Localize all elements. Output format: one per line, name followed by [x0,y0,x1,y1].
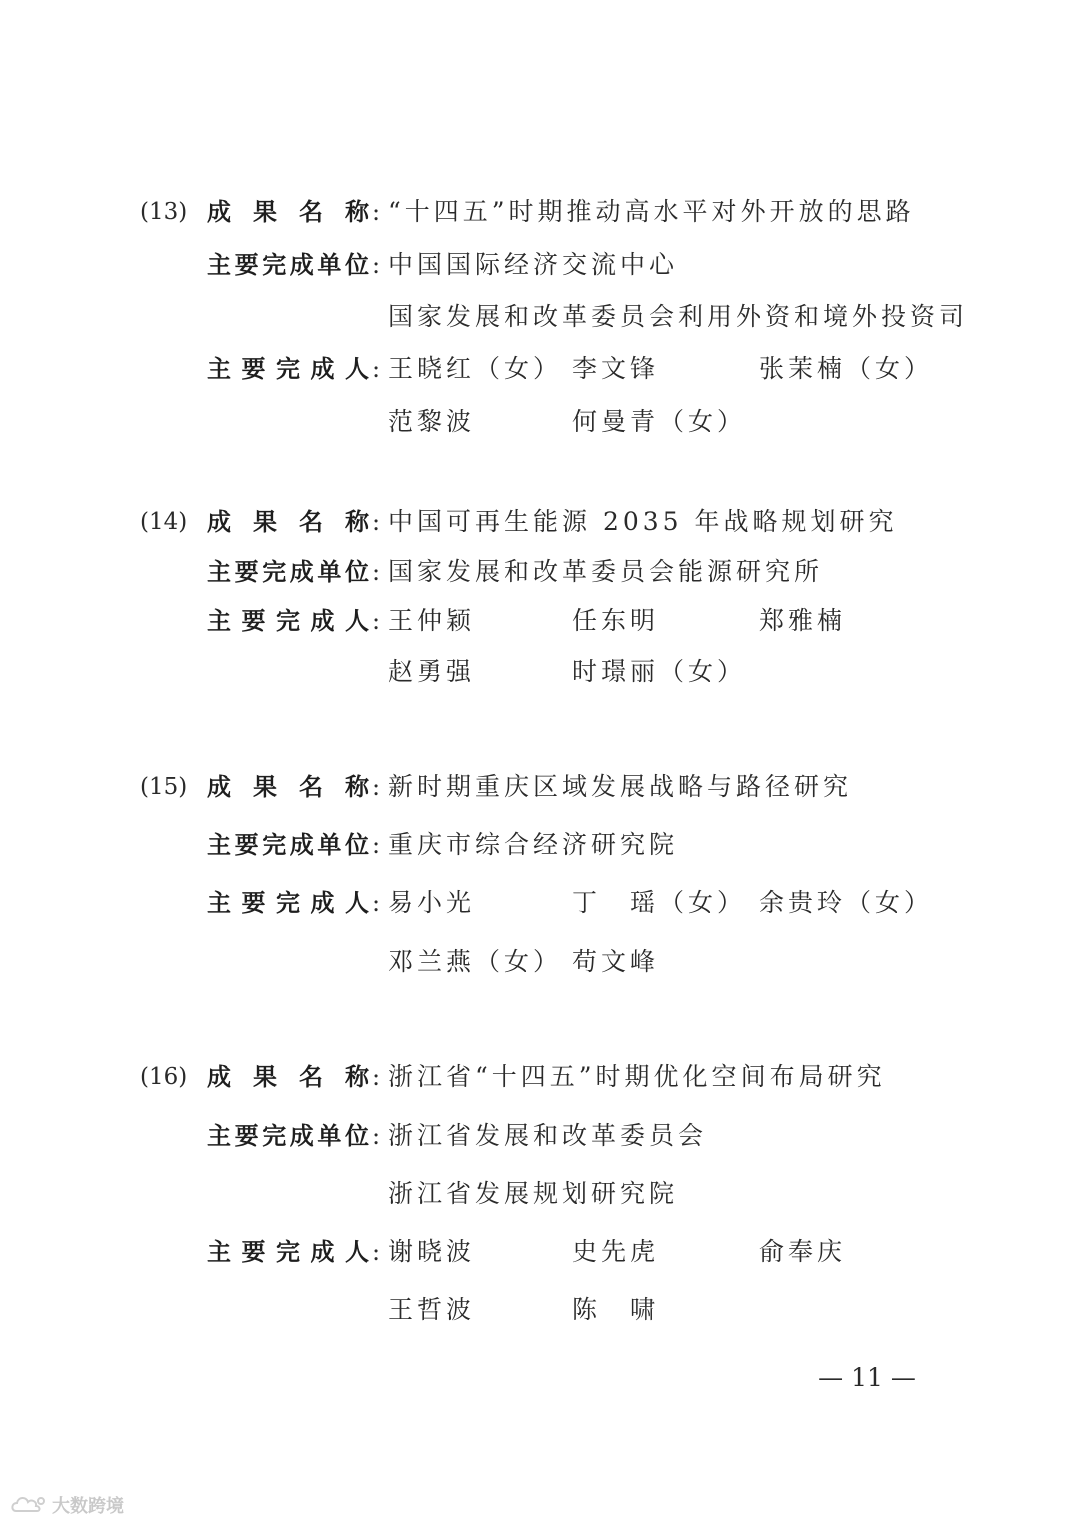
entry-number: (14) [140,509,188,535]
people-line: 主 要 完 成 人 : 易小光 丁 瑶（女） 余贵玲（女） [0,883,1080,923]
person-name: 时璟丽（女） [572,657,747,686]
unit-value: 中国国际经济交流中心 [388,250,679,279]
unit-line-2 [0,297,1080,337]
people-line-2 [0,652,1080,692]
cloud-logo-icon [10,1493,48,1517]
entry-number: (13) [140,199,188,225]
unit-value: 浙江省发展规划研究院 [388,1179,679,1208]
person-name: 丁 瑶（女） [572,888,747,917]
people-line: 主 要 完 成 人 : 王仲颖 任东明 郑雅楠 [0,601,1080,641]
unit-value: 重庆市综合经济研究院 [388,830,679,859]
unit-value: 浙江省发展和改革委员会 [388,1121,708,1150]
people-line-2 [0,1290,1080,1330]
unit-line: 主 要 完 成 单 位 : 重庆市综合经济研究院 [0,825,1080,865]
unit-value: 国家发展和改革委员会能源研究所 [388,557,824,586]
people-line-2 [0,942,1080,982]
title-line: (15) 成 果 名 称 : 新时期重庆区域发展战略与路径研究 [0,767,1080,807]
title-line: (14) 成 果 名 称 : 中国可再生能源 2035 年战略规划研究 [0,502,1080,542]
label-unit: 主 要 完 成 单 位 [207,558,369,586]
person-name: 王哲波 [388,1295,476,1324]
person-name: 王晓红（女） [388,354,563,383]
achievement-title: 中国可再生能源 2035 年战略规划研究 [388,507,898,536]
person-name: 邓兰燕（女） [388,947,563,976]
label-unit: 主 要 完 成 单 位 [207,251,369,279]
person-name: 史先虎 [572,1237,660,1266]
person-name: 何曼青（女） [572,407,747,436]
watermark [10,1490,150,1520]
label-unit: 主 要 完 成 单 位 [207,1122,369,1150]
person-name: 谢晓波 [388,1237,476,1266]
unit-line: 主 要 完 成 单 位 : 中国国际经济交流中心 [0,245,1080,285]
person-name: 范黎波 [388,407,476,436]
achievement-title: “十四五”时期推动高水平对外开放的思路 [388,197,915,226]
label-name: 成 果 名 称 [207,508,369,536]
label-name: 成 果 名 称 [207,198,369,226]
entry-number: (15) [140,774,188,800]
unit-line: 主 要 完 成 单 位 : 国家发展和改革委员会能源研究所 [0,552,1080,592]
person-name: 余贵玲（女） [759,888,934,917]
entry-number: (16) [140,1064,188,1090]
label-people: 主 要 完 成 人 [207,355,369,383]
achievement-title: 浙江省“十四五”时期优化空间布局研究 [388,1062,886,1091]
person-name: 赵勇强 [388,657,476,686]
person-name: 任东明 [572,606,660,635]
title-line: (13) 成 果 名 称 : “十四五”时期推动高水平对外开放的思路 [0,192,1080,232]
people-line: 主 要 完 成 人 : 谢晓波 史先虎 俞奉庆 [0,1232,1080,1272]
label-name: 成 果 名 称 [207,1063,369,1091]
person-name: 王仲颖 [388,606,476,635]
person-name: 俞奉庆 [759,1237,847,1266]
person-name: 张茉楠（女） [759,354,934,383]
page-number: — 11 — [818,1363,916,1392]
title-line: (16) 成 果 名 称 : 浙江省“十四五”时期优化空间布局研究 [0,1057,1080,1097]
unit-line-2 [0,1174,1080,1214]
person-name: 陈 啸 [572,1295,660,1324]
label-people: 主 要 完 成 人 [207,607,369,635]
achievement-title: 新时期重庆区域发展战略与路径研究 [388,772,853,801]
person-name: 苟文峰 [572,947,660,976]
label-people: 主 要 完 成 人 [207,889,369,917]
label-unit: 主 要 完 成 单 位 [207,831,369,859]
people-line-2 [0,402,1080,442]
people-line: 主 要 完 成 人 : 王晓红（女） 李文锋 张茉楠（女） [0,349,1080,389]
label-name: 成 果 名 称 [207,773,369,801]
person-name: 李文锋 [572,354,660,383]
person-name: 郑雅楠 [759,606,847,635]
unit-value: 国家发展和改革委员会利用外资和境外投资司 [388,302,969,331]
unit-line: 主 要 完 成 单 位 : 浙江省发展和改革委员会 [0,1116,1080,1156]
person-name: 易小光 [388,888,476,917]
watermark-text: 大数跨境 [52,1496,124,1517]
label-people: 主 要 完 成 人 [207,1238,369,1266]
